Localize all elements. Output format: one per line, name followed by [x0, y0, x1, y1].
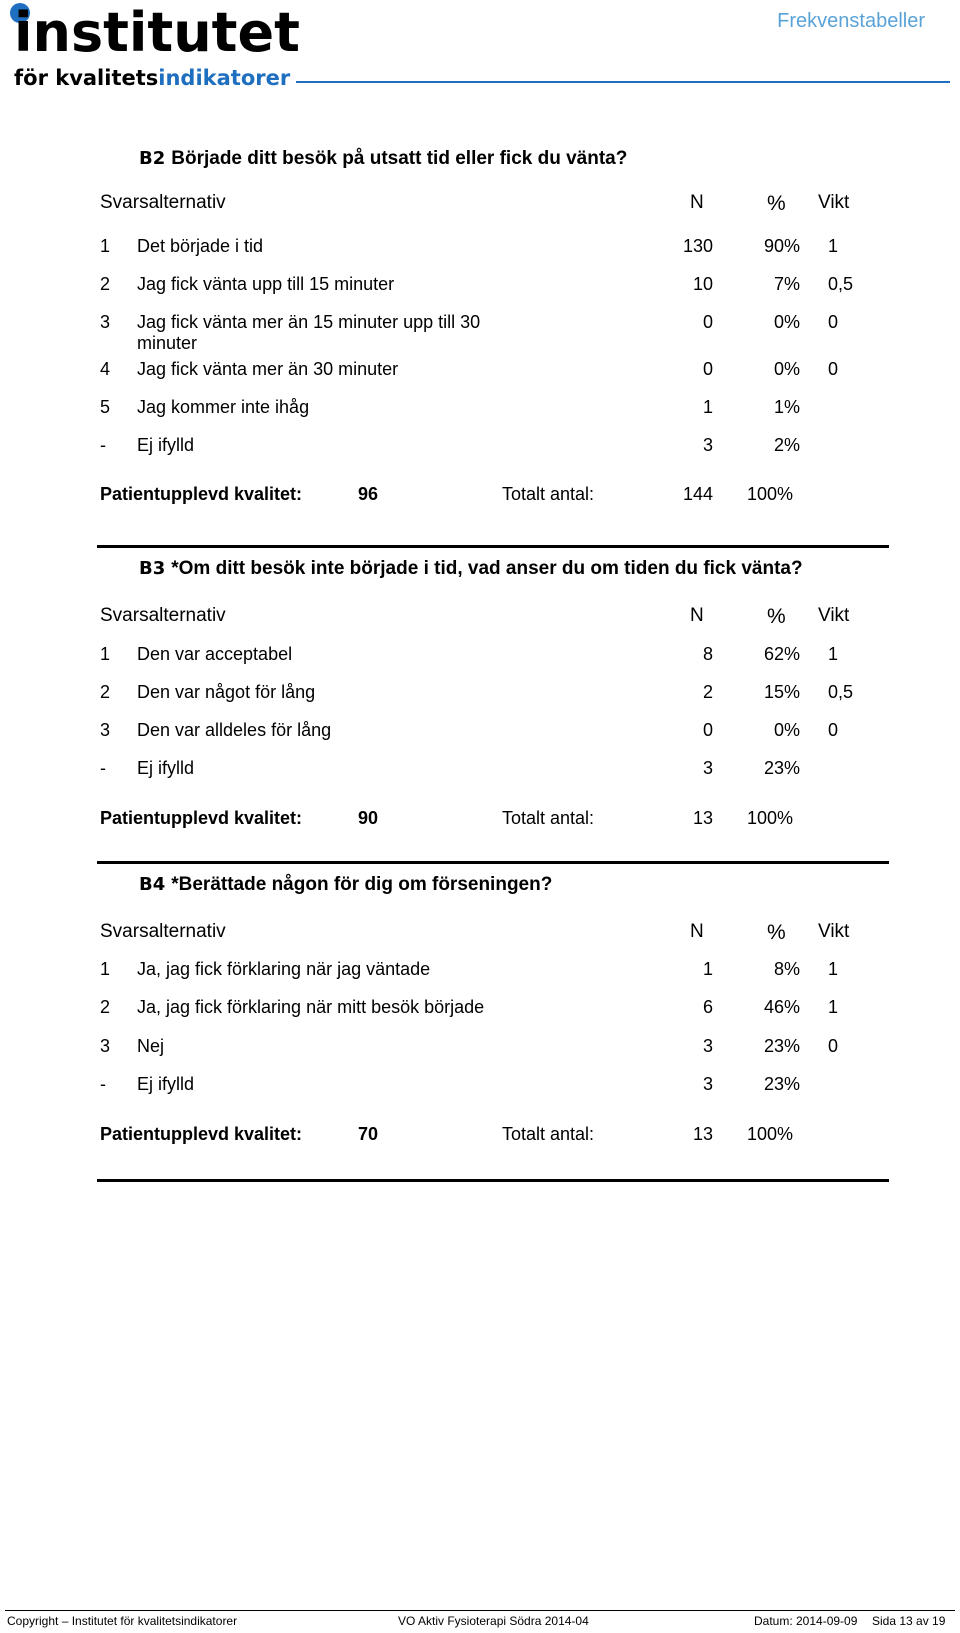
footer-page: Sida 13 av 19 — [872, 1614, 946, 1628]
column-header-pct: % — [767, 605, 786, 628]
column-header-n: N — [690, 921, 704, 942]
footer-divider — [5, 1610, 955, 1611]
column-header-n: N — [690, 605, 704, 626]
column-header-pct: % — [767, 921, 786, 944]
total-n: 13 — [692, 808, 713, 828]
section-divider — [97, 1179, 889, 1182]
row-pct: 0% — [773, 720, 800, 740]
row-n: 130 — [682, 236, 713, 256]
footer-report: VO Aktiv Fysioterapi Södra 2014-04 — [398, 1614, 589, 1628]
institutet-logo — [6, 1, 300, 90]
row-weight: 0,5 — [828, 274, 854, 294]
row-label: Den var något för lång — [137, 682, 316, 702]
row-pct: 90% — [763, 236, 800, 256]
row-index: 2 — [100, 682, 111, 702]
row-n: 3 — [702, 1074, 713, 1094]
row-label: Den var acceptabel — [137, 644, 293, 664]
question-code: B4 — [139, 874, 166, 895]
row-index: 5 — [100, 397, 111, 417]
row-label: Jag kommer inte ihåg — [137, 397, 310, 417]
row-label: Jag fick vänta mer än 30 minuter — [137, 359, 399, 379]
row-n: 10 — [692, 274, 713, 294]
row-pct: 62% — [763, 644, 800, 664]
row-index: - — [100, 435, 106, 455]
row-n: 3 — [702, 758, 713, 778]
row-n: 8 — [702, 644, 713, 664]
quality-label: Patientupplevd kvalitet: — [100, 484, 303, 504]
row-weight: 1 — [828, 997, 839, 1017]
row-weight: 0 — [828, 720, 839, 740]
question-title — [139, 558, 803, 580]
row-label: Ej ifylld — [137, 758, 195, 778]
row-index: 2 — [100, 274, 111, 294]
row-label: Den var alldeles för lång — [137, 720, 332, 740]
row-label: Nej — [137, 1036, 165, 1056]
logo-sub-text — [14, 66, 290, 90]
row-weight: 1 — [828, 236, 839, 256]
row-label: Ej ifylld — [137, 435, 195, 455]
total-n: 13 — [692, 1124, 713, 1144]
quality-value: 96 — [358, 484, 379, 504]
page-title: Frekvenstabeller — [777, 10, 925, 32]
row-n: 2 — [702, 682, 713, 702]
row-index: 2 — [100, 997, 111, 1017]
row-index: 3 — [100, 312, 111, 332]
total-pct: 100% — [746, 808, 793, 828]
quality-value: 70 — [358, 1124, 379, 1144]
footer-date: Datum: 2014-09-09 — [754, 1614, 858, 1628]
row-pct: 46% — [763, 997, 800, 1017]
row-pct: 0% — [773, 359, 800, 379]
column-header-weight: Vikt — [818, 605, 850, 626]
column-header-pct: % — [767, 192, 786, 215]
question-code: B2 — [139, 148, 166, 169]
row-index: - — [100, 758, 106, 778]
row-weight: 0 — [828, 1036, 839, 1056]
quality-value: 90 — [358, 808, 379, 828]
row-index: - — [100, 1074, 106, 1094]
question-code: B3 — [139, 558, 166, 579]
row-pct: 15% — [763, 682, 800, 702]
quality-label: Patientupplevd kvalitet: — [100, 1124, 303, 1144]
row-n: 0 — [702, 720, 713, 740]
row-label: Jag fick vänta upp till 15 minuter — [137, 274, 395, 294]
row-n: 0 — [702, 359, 713, 379]
row-n: 6 — [702, 997, 713, 1017]
row-pct: 2% — [773, 435, 800, 455]
question-title — [139, 874, 552, 896]
total-pct: 100% — [746, 484, 793, 504]
question-title — [139, 148, 627, 170]
footer-copyright: Copyright – Institutet för kvalitetsindikatorer — [7, 1614, 238, 1628]
column-header-weight: Vikt — [818, 192, 850, 213]
question-text: *Om ditt besök inte började i tid, vad anser du om tiden du fick vänta? — [171, 558, 803, 579]
column-header-weight: Vikt — [818, 921, 850, 942]
row-n: 1 — [702, 959, 713, 979]
row-n: 1 — [702, 397, 713, 417]
question-text: *Berättade någon för dig om förseningen? — [171, 874, 553, 895]
header-divider — [296, 81, 950, 83]
row-label: Det började i tid — [137, 236, 264, 256]
row-pct: 8% — [773, 959, 800, 979]
logo-main-text: institutet — [14, 1, 300, 64]
row-n: 3 — [702, 435, 713, 455]
row-label: Ja, jag fick förklaring när jag väntade — [137, 959, 431, 979]
total-n: 144 — [682, 484, 713, 504]
row-weight: 1 — [828, 644, 839, 664]
section-divider — [97, 545, 889, 548]
row-weight: 0,5 — [828, 682, 854, 702]
row-pct: 23% — [763, 1036, 800, 1056]
row-index: 4 — [100, 359, 111, 379]
section-divider — [97, 861, 889, 864]
total-label: Totalt antal: — [502, 484, 595, 504]
row-label: Ej ifylld — [137, 1074, 195, 1094]
row-pct: 23% — [763, 758, 800, 778]
row-pct: 0% — [773, 312, 800, 332]
row-weight: 0 — [828, 359, 839, 379]
row-pct: 23% — [763, 1074, 800, 1094]
total-label: Totalt antal: — [502, 808, 595, 828]
row-n: 3 — [702, 1036, 713, 1056]
row-pct: 1% — [773, 397, 800, 417]
row-index: 1 — [100, 644, 111, 664]
row-label: Jag fick vänta mer än 15 minuter upp till 30 minuter — [137, 312, 481, 353]
row-index: 3 — [100, 1036, 111, 1056]
row-index: 3 — [100, 720, 111, 740]
quality-label: Patientupplevd kvalitet: — [100, 808, 303, 828]
total-pct: 100% — [746, 1124, 793, 1144]
column-header-option: Svarsalternativ — [100, 605, 226, 626]
column-header-option: Svarsalternativ — [100, 921, 226, 942]
row-label: Ja, jag fick förklaring när mitt besök började — [137, 997, 485, 1017]
row-index: 1 — [100, 236, 111, 256]
row-weight: 1 — [828, 959, 839, 979]
row-pct: 7% — [773, 274, 800, 294]
column-header-n: N — [690, 192, 704, 213]
row-weight: 0 — [828, 312, 839, 332]
row-index: 1 — [100, 959, 111, 979]
column-header-option: Svarsalternativ — [100, 192, 226, 213]
total-label: Totalt antal: — [502, 1124, 595, 1144]
logo-sub-highlight: indikatorer — [158, 66, 291, 90]
row-n: 0 — [702, 312, 713, 332]
logo-sub-prefix: för kvalitets — [14, 66, 159, 90]
question-text: Började ditt besök på utsatt tid eller fick du vänta? — [171, 148, 628, 169]
